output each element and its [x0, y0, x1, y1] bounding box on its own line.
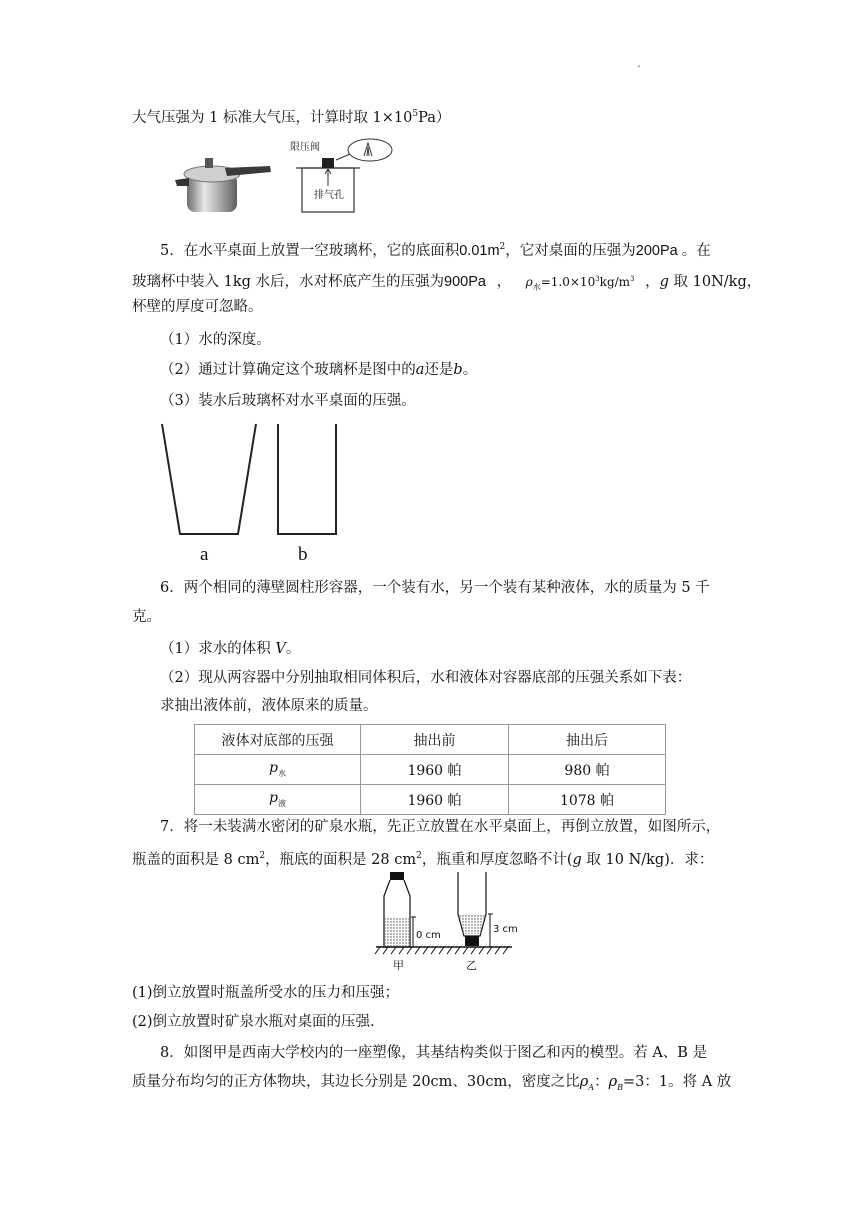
q5-text2d: 取 10N/kg， — [673, 274, 762, 290]
table-header-cell: 抽出后 — [509, 725, 666, 755]
q7-text2b: ，瓶底的面积是 28 cm — [265, 852, 417, 868]
q7-line2 — [132, 846, 737, 870]
valve-label: 限压阀 — [290, 142, 320, 153]
bottles-figure — [372, 870, 522, 975]
rho-sup: 3 — [595, 275, 600, 283]
q6-sub2: （2）现从两容器中分别抽取相同体积后，水和液体对容器底部的压强关系如下表： — [160, 670, 692, 686]
rho-value: =1.0×10 — [540, 275, 596, 289]
q6-sub1b: 。 — [285, 641, 301, 657]
q5-text1b: ，它对桌面的压强为 — [505, 243, 636, 259]
q7-text2a: 瓶盖的面积是 8 cm — [132, 852, 260, 868]
rho-b-sub: B — [617, 1082, 623, 1092]
q5-text1a: 5．在水平桌面上放置一空玻璃杯，它的底面积 — [160, 243, 460, 259]
rho-symbol: ρ — [525, 275, 533, 289]
q5-area: 0.01m — [459, 243, 500, 259]
table-header-row — [195, 725, 666, 755]
q5-text2a: 玻璃杯中装入 1kg 水后，水对杯底产生的压强为 — [132, 274, 445, 290]
q7-text1: 7．将一未装满水密闭的矿泉水瓶，先正立放置在水平桌面上，再倒立放置，如图所示， — [160, 819, 721, 835]
rho-unit: kg/m — [599, 275, 631, 289]
table-cell — [195, 785, 361, 815]
q8-text2a: 质量分布均匀的正方体物块，其边长分别是 20cm、30cm，密度之比 — [132, 1074, 580, 1090]
q6-text1: 6．两个相同的薄壁圆柱形容器，一个装有水，另一个装有某种液体，水的质量为 5 千 — [160, 580, 710, 596]
q5-a: a — [415, 362, 425, 378]
glass-cups-figure — [158, 422, 338, 564]
q5-sub2b: 还是 — [424, 362, 454, 378]
table-row — [195, 755, 666, 785]
q6-line1 — [132, 578, 737, 598]
p-symbol: p — [269, 760, 278, 777]
q4-tail-text: 大气压强为 1 标准大气压，计算时取 1×10 — [132, 110, 413, 126]
q5-text2c: ， — [645, 274, 660, 290]
table-header-cell: 抽出前 — [361, 725, 509, 755]
bottle-jia-label: 甲 — [393, 959, 404, 972]
pressure-cooker-photo — [165, 146, 275, 216]
cup-b-label: b — [298, 544, 308, 564]
q5-sub1: （1）水的深度。 — [160, 332, 271, 348]
right-dimension: 3 cm — [493, 924, 518, 935]
rho-a-sub: A — [588, 1082, 595, 1092]
q8-text1: 8．如图甲是西南大学校内的一座塑像，其基结构类似于图乙和丙的模型。若 A、B 是 — [160, 1045, 708, 1061]
q5-sub2a: （2）通过计算确定这个玻璃杯是图中的 — [160, 362, 416, 378]
q5-text2b: ， — [496, 274, 512, 290]
q7-text2c: ，瓶重和厚度忽略不计( — [421, 852, 573, 868]
q5-sub2c: 。 — [462, 362, 478, 378]
hole-label: 排气孔 — [314, 190, 344, 201]
rho-a: ρ — [579, 1074, 589, 1090]
rho-b: ρ — [608, 1074, 618, 1090]
q8-line1 — [132, 1043, 737, 1063]
q5-p-water: 900Pa — [444, 274, 486, 290]
q4-tail-line — [132, 104, 737, 128]
q5-text1c: 。在 — [681, 243, 711, 259]
q7-sup1: 2 — [259, 851, 266, 861]
q8-colon: ： — [594, 1074, 609, 1090]
q5-b: b — [453, 362, 463, 378]
table-cell: 980 帕 — [509, 755, 666, 785]
q5-sub2 — [160, 360, 765, 380]
q7-sup2: 2 — [416, 851, 422, 861]
g-symbol: g — [659, 274, 669, 290]
p-symbol: p — [269, 790, 278, 807]
table-cell: 1960 帕 — [361, 785, 509, 815]
q5-line1 — [132, 237, 737, 261]
q7-sub1: (1)倒立放置时瓶盖所受水的压力和压强； — [132, 985, 400, 1001]
q7-line1 — [132, 817, 737, 837]
q5-p-empty: 200Pa — [635, 243, 678, 259]
table-header-cell: 液体对底部的压强 — [195, 725, 361, 755]
cooker-valve-diagram — [288, 138, 398, 216]
p-sub: 液 — [277, 798, 286, 808]
q7-sub2: (2)倒立放置时矿泉水瓶对桌面的压强. — [132, 1014, 375, 1030]
cup-a-label: a — [200, 544, 209, 564]
rho-unit-sup: 3 — [630, 275, 635, 283]
q4-tail-end: Pa） — [418, 110, 451, 126]
q7-text2d: 取 10 N/kg)．求： — [581, 852, 714, 868]
q5-area-sup: 2 — [499, 242, 506, 252]
q6-sub1a: （1）求水的体积 — [160, 641, 271, 657]
table-row — [195, 785, 666, 815]
table-cell: 1078 帕 — [509, 785, 666, 815]
page-dot: . — [637, 56, 641, 70]
left-dimension: 0 cm — [416, 930, 441, 941]
bottle-yi-label: 乙 — [466, 959, 477, 972]
rho-sub: 水 — [532, 282, 541, 292]
q6-sub3: 求抽出液体前，液体原来的质量。 — [160, 698, 378, 714]
q8-text2b: =3：1。将 A 放 — [622, 1074, 732, 1090]
q5-sub3: （3）装水后玻璃杯对水平桌面的压强。 — [160, 393, 416, 409]
q8-line2 — [132, 1072, 737, 1098]
q6-sub1 — [160, 639, 765, 659]
table-cell: 1960 帕 — [361, 755, 509, 785]
q6-line2: 克。 — [132, 609, 161, 625]
q6-v: V — [275, 641, 286, 657]
q5-line3: 杯壁的厚度可忽略。 — [132, 299, 263, 315]
q5-line2 — [132, 269, 762, 297]
pressure-table — [194, 724, 666, 815]
q7-g: g — [572, 852, 582, 868]
table-cell — [195, 755, 361, 785]
p-sub: 水 — [277, 768, 286, 778]
q4-tail-sup: 5 — [412, 109, 419, 119]
